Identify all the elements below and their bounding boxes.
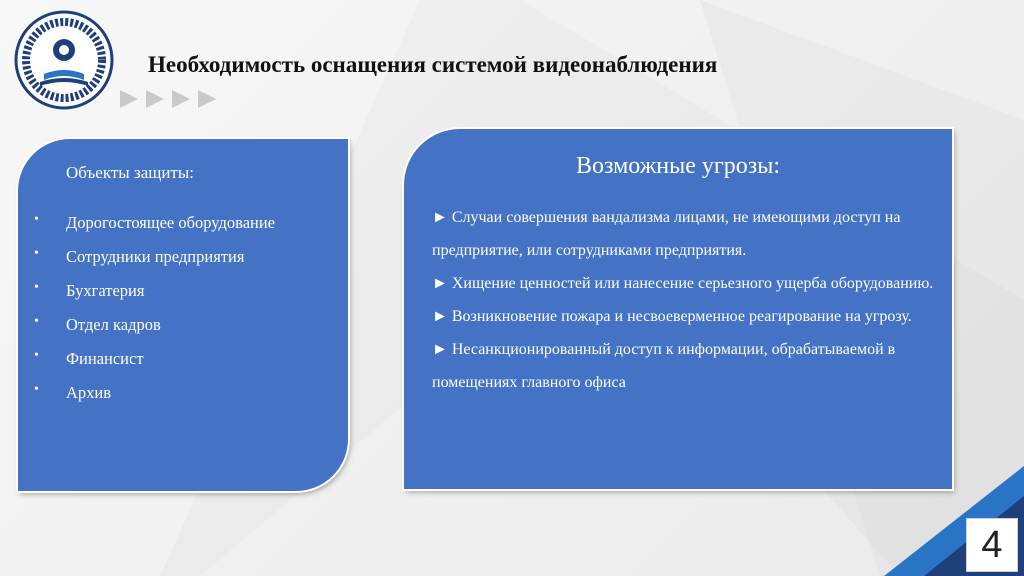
list-item: ► Возникновение пожара и несвоеверменное реагирование на угрозу. [432, 308, 912, 325]
bullet-icon: • [34, 314, 39, 329]
bullet-icon: • [34, 246, 39, 261]
triangle-bullet-icon: ► [432, 341, 448, 358]
list-item: ► Хищение ценностей или нанесение серьезного ущерба оборудованию. [432, 275, 934, 292]
bullet-icon: • [34, 212, 39, 227]
bullet-icon: • [34, 280, 39, 295]
threats-heading: Возможные угрозы: [575, 153, 781, 179]
list-item: ► Несанкционированный доступ к информации, обрабатываемой в помещениях главного офиса [432, 341, 896, 391]
decorative-arrows-icon [120, 88, 230, 110]
bullet-icon: • [34, 382, 39, 397]
threats-list [432, 201, 940, 399]
triangle-bullet-icon: ► [432, 308, 448, 325]
list-item: ► Случаи совершения вандализма лицами, не имеющими доступ на предприятие, или сотрудниками предприятия. [432, 209, 901, 259]
university-emblem-icon [14, 10, 114, 110]
page-number: 4 [966, 518, 1018, 572]
protection-heading: Объекты защиты: [66, 163, 194, 182]
triangle-bullet-icon: ► [432, 275, 448, 292]
slide-title: Необходимость оснащения системой видеонаблюдения [148, 52, 718, 77]
triangle-bullet-icon: ► [432, 209, 448, 226]
threats-card [404, 129, 952, 489]
protection-objects-card: Объекты защиты: • Дорогостоящее оборудование • Сотрудники предприятия • Бухгатерия • Отдел кадров • Финансист • Архив [18, 139, 348, 491]
bullet-icon: • [34, 348, 39, 363]
